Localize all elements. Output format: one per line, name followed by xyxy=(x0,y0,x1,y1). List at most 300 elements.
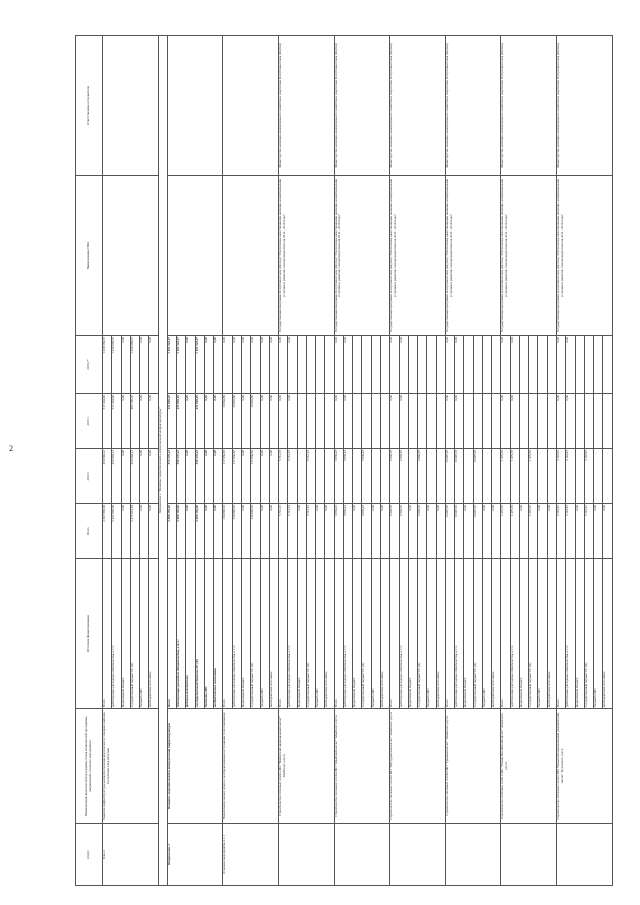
cell-2015 xyxy=(306,394,315,449)
rotated-table-container xyxy=(75,36,613,886)
cell-total: 0,00 xyxy=(260,504,269,559)
cell-2015: 0,00 xyxy=(455,394,464,449)
cell-2016: 0,00 xyxy=(343,336,352,394)
cell-2014: 0,00 xyxy=(214,449,223,504)
cell-total: 0,00 xyxy=(492,504,501,559)
cell-2016: 0,00 xyxy=(204,336,213,394)
cell-source: государственный бюджет РС (Я) xyxy=(584,559,593,709)
row-executor xyxy=(167,36,223,176)
cell-2016 xyxy=(547,336,556,394)
cell-2014: 559 135,43 xyxy=(195,449,204,504)
cell-total: 0,00 xyxy=(325,504,334,559)
cell-source: бюджеты МО xyxy=(316,559,325,709)
cell-total: 0,00 xyxy=(297,504,306,559)
cell-2016 xyxy=(603,336,613,394)
cell-source: действующие расходные обязательства, в т.ч.: xyxy=(288,559,297,709)
cell-2014: 117 050,83 xyxy=(232,449,241,504)
table-header-row xyxy=(76,36,103,886)
row-npa xyxy=(103,176,159,336)
row-executor: Министерство жилищно-коммунального хозяйства и энергетики Республики Саха (Якутия) xyxy=(557,36,613,176)
cell-source: Всего xyxy=(390,559,399,709)
cell-2014: 2 803,55 xyxy=(418,449,427,504)
cell-2016: 1 101 522,07 xyxy=(177,336,186,394)
cell-source: бюджеты МО xyxy=(538,559,547,709)
cell-source: федеральный бюджет xyxy=(519,559,528,709)
cell-2014: 13 997,65 xyxy=(445,449,454,504)
cell-2014: 2 803,55 xyxy=(390,449,399,504)
cell-2014 xyxy=(436,449,445,504)
cell-2014: 5 712,15 xyxy=(279,449,288,504)
cell-2014: 3 836,43 xyxy=(334,449,343,504)
cell-total: 0,00 xyxy=(204,504,213,559)
cell-source: Всего xyxy=(279,559,288,709)
cell-total: 0,00 xyxy=(538,504,547,559)
cell-total: 0,00 xyxy=(603,504,613,559)
cell-source: бюджеты МО xyxy=(204,559,213,709)
cell-source: действующие расходные обязательства, в т.ч.: xyxy=(343,559,352,709)
cell-source: действующие расходные обязательства, в т.ч.: xyxy=(177,559,186,709)
cell-2014: 2 803,55 xyxy=(399,449,408,504)
cell-total: 2 803,55 xyxy=(390,504,399,559)
cell-2015: 0,00 xyxy=(269,394,278,449)
cell-2015: 0,00 xyxy=(241,394,250,449)
cell-2015 xyxy=(603,394,613,449)
cell-total: 0,00 xyxy=(427,504,436,559)
cell-total: 0,00 xyxy=(380,504,389,559)
cell-total: 2 307 805,69 xyxy=(103,504,112,559)
cell-2014 xyxy=(371,449,380,504)
cell-source: бюджеты МО xyxy=(260,559,269,709)
row-name: Строительство тепловых сетей в МО "Абыйский наслег" Абыйского улуса xyxy=(334,709,390,824)
cell-source: федеральный бюджет xyxy=(186,559,195,709)
header-name: Наименование Комплексной программы, блока Комплексной программы, направлений, основного мероприятия xyxy=(76,709,103,824)
cell-source: бюджеты МО xyxy=(482,559,491,709)
cell-2014: 0,00 xyxy=(260,449,269,504)
cell-2016 xyxy=(584,336,593,394)
cell-total: 2 803,55 xyxy=(418,504,427,559)
cell-2014: 450 694,12 xyxy=(112,449,121,504)
cell-2016: 0,00 xyxy=(140,336,149,394)
cell-2016: 0,00 xyxy=(455,336,464,394)
row-npa: Государственная программа Республики Саха (Якутия) "Обеспечение качественными жилищно-коммунальными услугами и развитие электроэнергетики на 2012 - 2019 годы" xyxy=(501,176,557,336)
cell-2014: 5 712,15 xyxy=(306,449,315,504)
cell-2016: 0,00 xyxy=(334,336,343,394)
table-row xyxy=(223,36,232,886)
cell-2015: 431 892,20 xyxy=(195,394,204,449)
row-npa: Государственная программа Республики Саха (Якутия) "Обеспечение качественными жилищно-коммунальными услугами и развитие электроэнергетики на 2012 - 2019 годы" xyxy=(390,176,446,336)
cell-source: Всего xyxy=(103,559,112,709)
cell-2016: 0,00 xyxy=(121,336,130,394)
cell-total: 3 836,43 xyxy=(334,504,343,559)
cell-2016: 0,00 xyxy=(269,336,278,394)
table-body xyxy=(103,36,613,886)
cell-2016: 0,00 xyxy=(232,336,241,394)
cell-2015 xyxy=(436,394,445,449)
cell-source: внебюджетные источники xyxy=(603,559,613,709)
header-2014: 2014 г. xyxy=(76,449,103,504)
row-npa: Государственная программа Республики Саха (Якутия) "Обеспечение качественными жилищно-коммунальными услугами и развитие электроэнергетики на 2012 - 2019 годы" xyxy=(557,176,613,336)
cell-total: 5 712,15 xyxy=(306,504,315,559)
cell-total: 0,00 xyxy=(594,504,603,559)
cell-2015: 0,00 xyxy=(334,394,343,449)
cell-2015 xyxy=(427,394,436,449)
cell-2015: 0,00 xyxy=(186,394,195,449)
cell-total: 0,00 xyxy=(121,504,130,559)
row-status xyxy=(557,824,613,886)
cell-total: 5 712,15 xyxy=(288,504,297,559)
cell-2015: 13 842,80 xyxy=(251,394,260,449)
cell-2015: 0,00 xyxy=(343,394,352,449)
cell-2014 xyxy=(538,449,547,504)
cell-total: 0,00 xyxy=(241,504,250,559)
cell-total: 0,00 xyxy=(436,504,445,559)
cell-total: 3 110,91 xyxy=(584,504,593,559)
cell-2014: 117 050,83 xyxy=(223,449,232,504)
cell-2015 xyxy=(492,394,501,449)
cell-total: 0,00 xyxy=(353,504,362,559)
cell-2014: 3 836,43 xyxy=(343,449,352,504)
cell-2016 xyxy=(436,336,445,394)
cell-2016 xyxy=(297,336,306,394)
cell-2016 xyxy=(529,336,538,394)
row-name: Развитие инфраструктуры жизнеобеспечения арктических и северных районов Республики Саха (Якутия) xyxy=(103,709,159,824)
cell-2016 xyxy=(427,336,436,394)
cell-source: Всего xyxy=(445,559,454,709)
header-status: Статус xyxy=(76,824,103,886)
cell-source: федеральный бюджет xyxy=(241,559,250,709)
cell-source: бюджеты МО xyxy=(427,559,436,709)
cell-total: 2 803,55 xyxy=(399,504,408,559)
cell-2014: 0,00 xyxy=(269,449,278,504)
cell-2016: 1 101 522,07 xyxy=(195,336,204,394)
cell-total: 13 997,65 xyxy=(455,504,464,559)
cell-2016 xyxy=(538,336,547,394)
cell-2014: 3 110,91 xyxy=(584,449,593,504)
cell-2016 xyxy=(325,336,334,394)
row-executor xyxy=(103,36,159,176)
cell-source: государственный бюджет РС (Я) xyxy=(418,559,427,709)
row-status: Основное мероприятие 2.1.1 xyxy=(223,824,279,886)
cell-2015: 485 748,10 xyxy=(130,394,139,449)
cell-2016: 0,00 xyxy=(251,336,260,394)
cell-2016: 0,00 xyxy=(279,336,288,394)
direction-banner: Направление 1 "Развитие энергетической и коммунальной инфраструктуры" xyxy=(158,36,167,886)
cell-2016: 0,00 xyxy=(186,336,195,394)
cell-2016 xyxy=(353,336,362,394)
cell-2016: 0,00 xyxy=(445,336,454,394)
cell-2014 xyxy=(482,449,491,504)
cell-2014: 559 135,43 xyxy=(177,449,186,504)
cell-2014: 0,00 xyxy=(121,449,130,504)
row-status xyxy=(445,824,501,886)
cell-source: внебюджетные источники xyxy=(149,559,158,709)
cell-2014: 0,00 xyxy=(140,449,149,504)
row-name: Строительство тепловых сетей в МО "Мугурдахский наслег" Абыйского улуса xyxy=(390,709,446,824)
cell-total: 0,00 xyxy=(140,504,149,559)
cell-source: внебюджетные источники xyxy=(547,559,556,709)
cell-total: 0,00 xyxy=(547,504,556,559)
cell-2014: 450 694,12 xyxy=(103,449,112,504)
rotated-page xyxy=(75,36,613,886)
cell-2015: 517 444,00 xyxy=(112,394,121,449)
cell-2014 xyxy=(603,449,613,504)
cell-total: 0,00 xyxy=(269,504,278,559)
cell-2015 xyxy=(547,394,556,449)
cell-2015: 0,00 xyxy=(204,394,213,449)
cell-total: 3 836,43 xyxy=(362,504,371,559)
row-npa xyxy=(167,176,223,336)
row-executor: Министерство жилищно-коммунального хозяйства и энергетики Республики Саха (Якутия) xyxy=(390,36,446,176)
cell-total: 0,00 xyxy=(464,504,473,559)
cell-2016: 1 339 669,57 xyxy=(112,336,121,394)
cell-2015: 0,00 xyxy=(260,394,269,449)
cell-source: внебюджетные источники xyxy=(436,559,445,709)
cell-source: Всего xyxy=(167,559,176,709)
row-executor: Министерство жилищно-коммунального хозяйства и энергетики Республики Саха (Якутия) xyxy=(501,36,557,176)
cell-2015: 0,00 xyxy=(399,394,408,449)
row-status xyxy=(501,824,557,886)
cell-2014: 13 997,65 xyxy=(455,449,464,504)
row-name: Строительство тепловых сетей в МО "Майорский национальный наслег" Абыйского улуса xyxy=(279,709,335,824)
cell-total: 3 110,91 xyxy=(557,504,566,559)
cell-2014: 1 475,55 xyxy=(510,449,519,504)
cell-2014: 0,00 xyxy=(149,449,158,504)
cell-2016 xyxy=(575,336,584,394)
row-status xyxy=(390,824,446,886)
cell-2015 xyxy=(594,394,603,449)
cell-total: 0,00 xyxy=(371,504,380,559)
cell-2015: 0,00 xyxy=(510,394,519,449)
row-name: Строительство тепловых сетей в МО "Урицкий наслег" Абыйского улуса xyxy=(445,709,501,824)
cell-total: 0,00 xyxy=(519,504,528,559)
cell-total: 130 893,63 xyxy=(232,504,241,559)
cell-2014: 570 135,43 xyxy=(167,449,176,504)
cell-2015 xyxy=(538,394,547,449)
cell-2016 xyxy=(306,336,315,394)
cell-2014: 3 836,43 xyxy=(362,449,371,504)
cell-2014 xyxy=(427,449,436,504)
cell-source: внебюджетные источники xyxy=(269,559,278,709)
cell-2014: 0,00 xyxy=(204,449,213,504)
cell-total: 3 110,91 xyxy=(566,504,575,559)
cell-2014: 5 712,15 xyxy=(288,449,297,504)
cell-source: федеральный бюджет xyxy=(575,559,584,709)
cell-source: действующие расходные обязательства, в т.ч.: xyxy=(112,559,121,709)
header-2016: 2016 г.* xyxy=(76,336,103,394)
cell-source: внебюджетные источники xyxy=(214,559,223,709)
cell-2015 xyxy=(380,394,389,449)
cell-source: действующие расходные обязательства, в т.ч.: xyxy=(232,559,241,709)
cell-total: 130 893,63 xyxy=(223,504,232,559)
cell-source: бюджеты МО xyxy=(371,559,380,709)
cell-2015 xyxy=(371,394,380,449)
cell-2016: 0,00 xyxy=(214,336,223,394)
cell-2015 xyxy=(353,394,362,449)
row-name: Подключение жилых домов к централизованным источникам теплоснабжения xyxy=(223,709,279,824)
cell-2015: 13 842,80 xyxy=(232,394,241,449)
row-name: Строительство тепловых сетей в МО "Улахан-Чистайский наслег" Абыйского улуса xyxy=(501,709,557,824)
cell-2015 xyxy=(464,394,473,449)
cell-source: государственный бюджет РС (Я) xyxy=(529,559,538,709)
cell-2015 xyxy=(575,394,584,449)
cell-source: государственный бюджет РС (Я) xyxy=(251,559,260,709)
header-total: Всего xyxy=(76,504,103,559)
cell-source: бюджеты МО xyxy=(140,559,149,709)
cell-2016: 0,00 xyxy=(399,336,408,394)
row-name: Строительство тепловых сетей в МО "Балыкчий национальный (эвенкийский) наслег" Булунского улуса xyxy=(557,709,613,824)
cell-2016 xyxy=(519,336,528,394)
cell-2015: 13 842,80 xyxy=(223,394,232,449)
cell-total: 0,00 xyxy=(316,504,325,559)
cell-2016 xyxy=(464,336,473,394)
cell-source: внебюджетные источники xyxy=(492,559,501,709)
cell-2016: 0,00 xyxy=(501,336,510,394)
cell-total: 0,00 xyxy=(214,504,223,559)
cell-total: 0,00 xyxy=(186,504,195,559)
header-npa: Наименование НПА xyxy=(76,176,103,336)
cell-total: 3 836,43 xyxy=(343,504,352,559)
row-npa xyxy=(223,176,279,336)
cell-total: 2 098 150,60 xyxy=(177,504,186,559)
cell-2015: 431 892,20 xyxy=(167,394,176,449)
cell-2014: 0,00 xyxy=(186,449,195,504)
cell-source: бюджеты МО xyxy=(594,559,603,709)
banner-row xyxy=(158,36,167,886)
cell-2016 xyxy=(482,336,491,394)
cell-total: 0,00 xyxy=(408,504,417,559)
cell-source: Всего xyxy=(501,559,510,709)
row-executor: Министерство жилищно-коммунального хозяйства и энергетики Республики Саха (Якутия) xyxy=(279,36,335,176)
row-status: Блок 2 xyxy=(103,824,159,886)
financing-table xyxy=(75,35,613,886)
cell-2016: 0,00 xyxy=(223,336,232,394)
cell-source: федеральный бюджет xyxy=(297,559,306,709)
cell-total: 1 475,55 xyxy=(501,504,510,559)
cell-2015 xyxy=(584,394,593,449)
cell-2015 xyxy=(482,394,491,449)
cell-total: 1 475,55 xyxy=(529,504,538,559)
cell-2015: 431 892,20 xyxy=(177,394,186,449)
cell-total: 2 307 805,69 xyxy=(112,504,121,559)
table-row xyxy=(390,36,399,886)
cell-total: 0,00 xyxy=(575,504,584,559)
cell-source: государственный бюджет РС (Я) xyxy=(473,559,482,709)
cell-2016 xyxy=(316,336,325,394)
cell-2016 xyxy=(362,336,371,394)
cell-2015: 0,00 xyxy=(557,394,566,449)
cell-source: государственный бюджет РС (Я) xyxy=(195,559,204,709)
cell-2014: 450 694,12 xyxy=(130,449,139,504)
cell-2016 xyxy=(473,336,482,394)
row-name: Развитие энергетической и коммунальной инфраструктуры xyxy=(167,709,223,824)
cell-total: 130 893,63 xyxy=(251,504,260,559)
cell-2016: 1 101 522,07 xyxy=(167,336,176,394)
row-executor: Министерство жилищно-коммунального хозяйства и энергетики Республики Саха (Якутия) xyxy=(334,36,390,176)
cell-2016: 0,00 xyxy=(390,336,399,394)
row-executor xyxy=(223,36,279,176)
table-row xyxy=(501,36,510,886)
header-executor: Ответственные исполнители xyxy=(76,36,103,176)
cell-total: 5 712,15 xyxy=(279,504,288,559)
cell-2014 xyxy=(316,449,325,504)
cell-2014 xyxy=(594,449,603,504)
cell-source: действующие расходные обязательства, в т.ч.: xyxy=(566,559,575,709)
header-2015: 2015 г. xyxy=(76,394,103,449)
cell-2014: 1 475,55 xyxy=(529,449,538,504)
cell-source: действующие расходные обязательства, в т.ч.: xyxy=(510,559,519,709)
cell-source: действующие расходные обязательства, в т.ч.: xyxy=(455,559,464,709)
cell-2016: 0,00 xyxy=(566,336,575,394)
cell-2014: 0,00 xyxy=(241,449,250,504)
cell-2014: 13 997,65 xyxy=(473,449,482,504)
cell-2015: 0,00 xyxy=(121,394,130,449)
cell-source: федеральный бюджет xyxy=(408,559,417,709)
cell-2014 xyxy=(464,449,473,504)
cell-2016 xyxy=(380,336,389,394)
cell-2015: 0,00 xyxy=(279,394,288,449)
row-status: Направление 1 xyxy=(167,824,223,886)
cell-2014 xyxy=(575,449,584,504)
cell-total: 13 997,65 xyxy=(445,504,454,559)
cell-source: федеральный бюджет xyxy=(121,559,130,709)
cell-2015 xyxy=(408,394,417,449)
cell-2015 xyxy=(316,394,325,449)
cell-2015: 517 444,00 xyxy=(103,394,112,449)
cell-2015: 0,00 xyxy=(140,394,149,449)
cell-2014: 3 110,91 xyxy=(566,449,575,504)
cell-2015 xyxy=(519,394,528,449)
cell-2015: 0,00 xyxy=(390,394,399,449)
cell-source: государственный бюджет РС (Я) xyxy=(130,559,139,709)
cell-2016: 0,00 xyxy=(241,336,250,394)
cell-total: 13 997,65 xyxy=(473,504,482,559)
cell-source: Всего xyxy=(223,559,232,709)
row-npa: Государственная программа Республики Саха (Якутия) "Обеспечение качественными жилищно-коммунальными услугами и развитие электроэнергетики на 2012 - 2019 годы" xyxy=(445,176,501,336)
cell-2016 xyxy=(418,336,427,394)
cell-2016 xyxy=(492,336,501,394)
cell-2016: 1 339 669,57 xyxy=(103,336,112,394)
cell-total: 2 098 150,60 xyxy=(167,504,176,559)
cell-source: Всего xyxy=(557,559,566,709)
cell-total: 2 098 150,60 xyxy=(195,504,204,559)
cell-source: внебюджетные источники xyxy=(325,559,334,709)
cell-2015: 0,00 xyxy=(149,394,158,449)
cell-total: 2 275 914,79 xyxy=(130,504,139,559)
cell-total: 0,00 xyxy=(149,504,158,559)
cell-source: государственный бюджет РС (Я) xyxy=(362,559,371,709)
cell-2015: 0,00 xyxy=(288,394,297,449)
cell-2014: 3 110,91 xyxy=(557,449,566,504)
cell-source: государственный бюджет РС (Я) xyxy=(306,559,315,709)
cell-2016: 0,00 xyxy=(260,336,269,394)
cell-2016: 0,00 xyxy=(288,336,297,394)
cell-2014 xyxy=(325,449,334,504)
cell-source: Всего xyxy=(334,559,343,709)
page-number: 2 xyxy=(9,444,13,453)
cell-2015 xyxy=(529,394,538,449)
cell-2015 xyxy=(297,394,306,449)
cell-2016: 0,00 xyxy=(557,336,566,394)
cell-2014: 117 050,83 xyxy=(251,449,260,504)
cell-2015 xyxy=(418,394,427,449)
cell-2016: 0,00 xyxy=(149,336,158,394)
header-source: Источник финансирования xyxy=(76,559,103,709)
cell-2015 xyxy=(362,394,371,449)
row-npa: Государственная программа Республики Саха (Якутия) "Обеспечение качественными жилищно-коммунальными услугами и развитие электроэнергетики на 2012 - 2019 годы" xyxy=(279,176,335,336)
cell-2015: 0,00 xyxy=(566,394,575,449)
cell-source: внебюджетные источники xyxy=(380,559,389,709)
cell-source: действующие расходные обязательства, в т.ч.: xyxy=(399,559,408,709)
